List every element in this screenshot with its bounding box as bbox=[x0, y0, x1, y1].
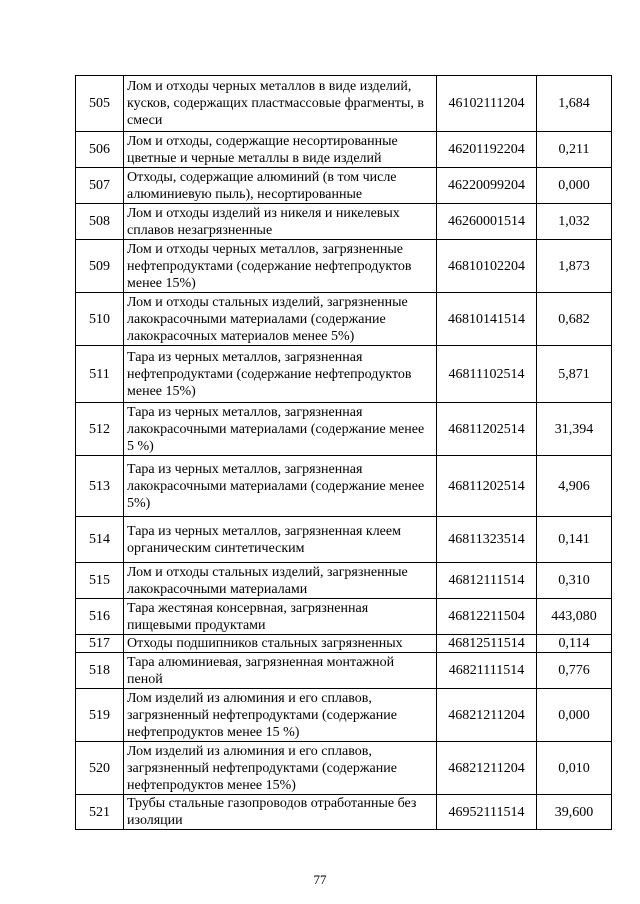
page-number: 77 bbox=[313, 872, 327, 887]
row-number: 505 bbox=[76, 76, 124, 132]
table-row bbox=[76, 635, 612, 653]
waste-amount: 0,682 bbox=[537, 293, 612, 346]
waste-code: 46201192204 bbox=[437, 132, 537, 168]
waste-name: Лом изделий из алюминия и его сплавов, загрязненный нефтепродуктами (содержание нефтепродуктов менее 15%) bbox=[124, 742, 437, 795]
waste-amount: 0,776 bbox=[537, 653, 612, 689]
waste-amount: 443,080 bbox=[537, 599, 612, 635]
table-row bbox=[76, 293, 612, 346]
row-number: 512 bbox=[76, 403, 124, 456]
row-number: 519 bbox=[76, 689, 124, 742]
table-row bbox=[76, 456, 612, 517]
row-number: 514 bbox=[76, 517, 124, 563]
waste-name: Отходы подшипников стальных загрязненных bbox=[124, 635, 437, 653]
waste-code: 46220099204 bbox=[437, 168, 537, 204]
waste-amount: 1,873 bbox=[537, 240, 612, 293]
waste-name: Лом и отходы изделий из никеля и никелевых сплавов незагрязненные bbox=[124, 204, 437, 240]
row-number: 509 bbox=[76, 240, 124, 293]
table-row bbox=[76, 240, 612, 293]
waste-amount: 0,000 bbox=[537, 689, 612, 742]
waste-code: 46821211204 bbox=[437, 689, 537, 742]
waste-code: 46952111514 bbox=[437, 795, 537, 830]
waste-amount: 39,600 bbox=[537, 795, 612, 830]
waste-code: 46810141514 bbox=[437, 293, 537, 346]
table-row bbox=[76, 795, 612, 830]
waste-amount: 1,032 bbox=[537, 204, 612, 240]
waste-name: Лом и отходы черных металлов в виде изделий, кусков, содержащих пластмассовые фрагменты, в смеси bbox=[124, 76, 437, 132]
waste-code: 46821211204 bbox=[437, 742, 537, 795]
waste-code: 46821111514 bbox=[437, 653, 537, 689]
waste-amount: 0,010 bbox=[537, 742, 612, 795]
table-row bbox=[76, 742, 612, 795]
waste-name: Лом и отходы стальных изделий, загрязненные лакокрасочными материалами bbox=[124, 563, 437, 599]
waste-code: 46810102204 bbox=[437, 240, 537, 293]
row-number: 520 bbox=[76, 742, 124, 795]
waste-code: 46102111204 bbox=[437, 76, 537, 132]
waste-amount: 0,141 bbox=[537, 517, 612, 563]
waste-code: 46811202514 bbox=[437, 403, 537, 456]
waste-code: 46811323514 bbox=[437, 517, 537, 563]
waste-table bbox=[75, 75, 612, 830]
waste-code: 46812511514 bbox=[437, 635, 537, 653]
waste-amount: 1,684 bbox=[537, 76, 612, 132]
row-number: 513 bbox=[76, 456, 124, 517]
table-row bbox=[76, 76, 612, 132]
table-body bbox=[76, 76, 612, 830]
row-number: 517 bbox=[76, 635, 124, 653]
table-row bbox=[76, 653, 612, 689]
table-row bbox=[76, 204, 612, 240]
row-number: 515 bbox=[76, 563, 124, 599]
waste-name: Тара из черных металлов, загрязненная лакокрасочными материалами (содержание менее 5%) bbox=[124, 456, 437, 517]
waste-name: Тара жестяная консервная, загрязненная пищевыми продуктами bbox=[124, 599, 437, 635]
table-row bbox=[76, 403, 612, 456]
row-number: 506 bbox=[76, 132, 124, 168]
waste-name: Тара из черных металлов, загрязненная лакокрасочными материалами (содержание менее 5 %) bbox=[124, 403, 437, 456]
waste-amount: 0,114 bbox=[537, 635, 612, 653]
waste-code: 46812111514 bbox=[437, 563, 537, 599]
waste-amount: 4,906 bbox=[537, 456, 612, 517]
row-number: 518 bbox=[76, 653, 124, 689]
table-row bbox=[76, 132, 612, 168]
waste-name: Лом и отходы, содержащие несортированные цветные и черные металлы в виде изделий bbox=[124, 132, 437, 168]
table-row bbox=[76, 168, 612, 204]
waste-name: Лом изделий из алюминия и его сплавов, загрязненный нефтепродуктами (содержание нефтепродуктов менее 15 %) bbox=[124, 689, 437, 742]
row-number: 521 bbox=[76, 795, 124, 830]
table-row bbox=[76, 517, 612, 563]
row-number: 516 bbox=[76, 599, 124, 635]
waste-name: Лом и отходы черных металлов, загрязненные нефтепродуктами (содержание нефтепродуктов менее 15%) bbox=[124, 240, 437, 293]
waste-amount: 0,211 bbox=[537, 132, 612, 168]
waste-name: Тара из черных металлов, загрязненная нефтепродуктами (содержание нефтепродуктов менее 15%) bbox=[124, 346, 437, 403]
row-number: 511 bbox=[76, 346, 124, 403]
table-row bbox=[76, 599, 612, 635]
row-number: 508 bbox=[76, 204, 124, 240]
waste-name: Трубы стальные газопроводов отработанные без изоляции bbox=[124, 795, 437, 830]
waste-amount: 0,000 bbox=[537, 168, 612, 204]
waste-code: 46811102514 bbox=[437, 346, 537, 403]
row-number: 510 bbox=[76, 293, 124, 346]
waste-name: Тара из черных металлов, загрязненная клеем органическим синтетическим bbox=[124, 517, 437, 563]
waste-amount: 31,394 bbox=[537, 403, 612, 456]
waste-code: 46811202514 bbox=[437, 456, 537, 517]
table-row bbox=[76, 689, 612, 742]
table-row bbox=[76, 346, 612, 403]
waste-name: Тара алюминиевая, загрязненная монтажной пеной bbox=[124, 653, 437, 689]
waste-amount: 5,871 bbox=[537, 346, 612, 403]
waste-code: 46260001514 bbox=[437, 204, 537, 240]
row-number: 507 bbox=[76, 168, 124, 204]
waste-amount: 0,310 bbox=[537, 563, 612, 599]
table-row bbox=[76, 563, 612, 599]
waste-name: Лом и отходы стальных изделий, загрязненные лакокрасочными материалами (содержание лакокрасочных материалов менее 5%) bbox=[124, 293, 437, 346]
waste-name: Отходы, содержащие алюминий (в том числе алюминиевую пыль), несортированные bbox=[124, 168, 437, 204]
waste-code: 46812211504 bbox=[437, 599, 537, 635]
